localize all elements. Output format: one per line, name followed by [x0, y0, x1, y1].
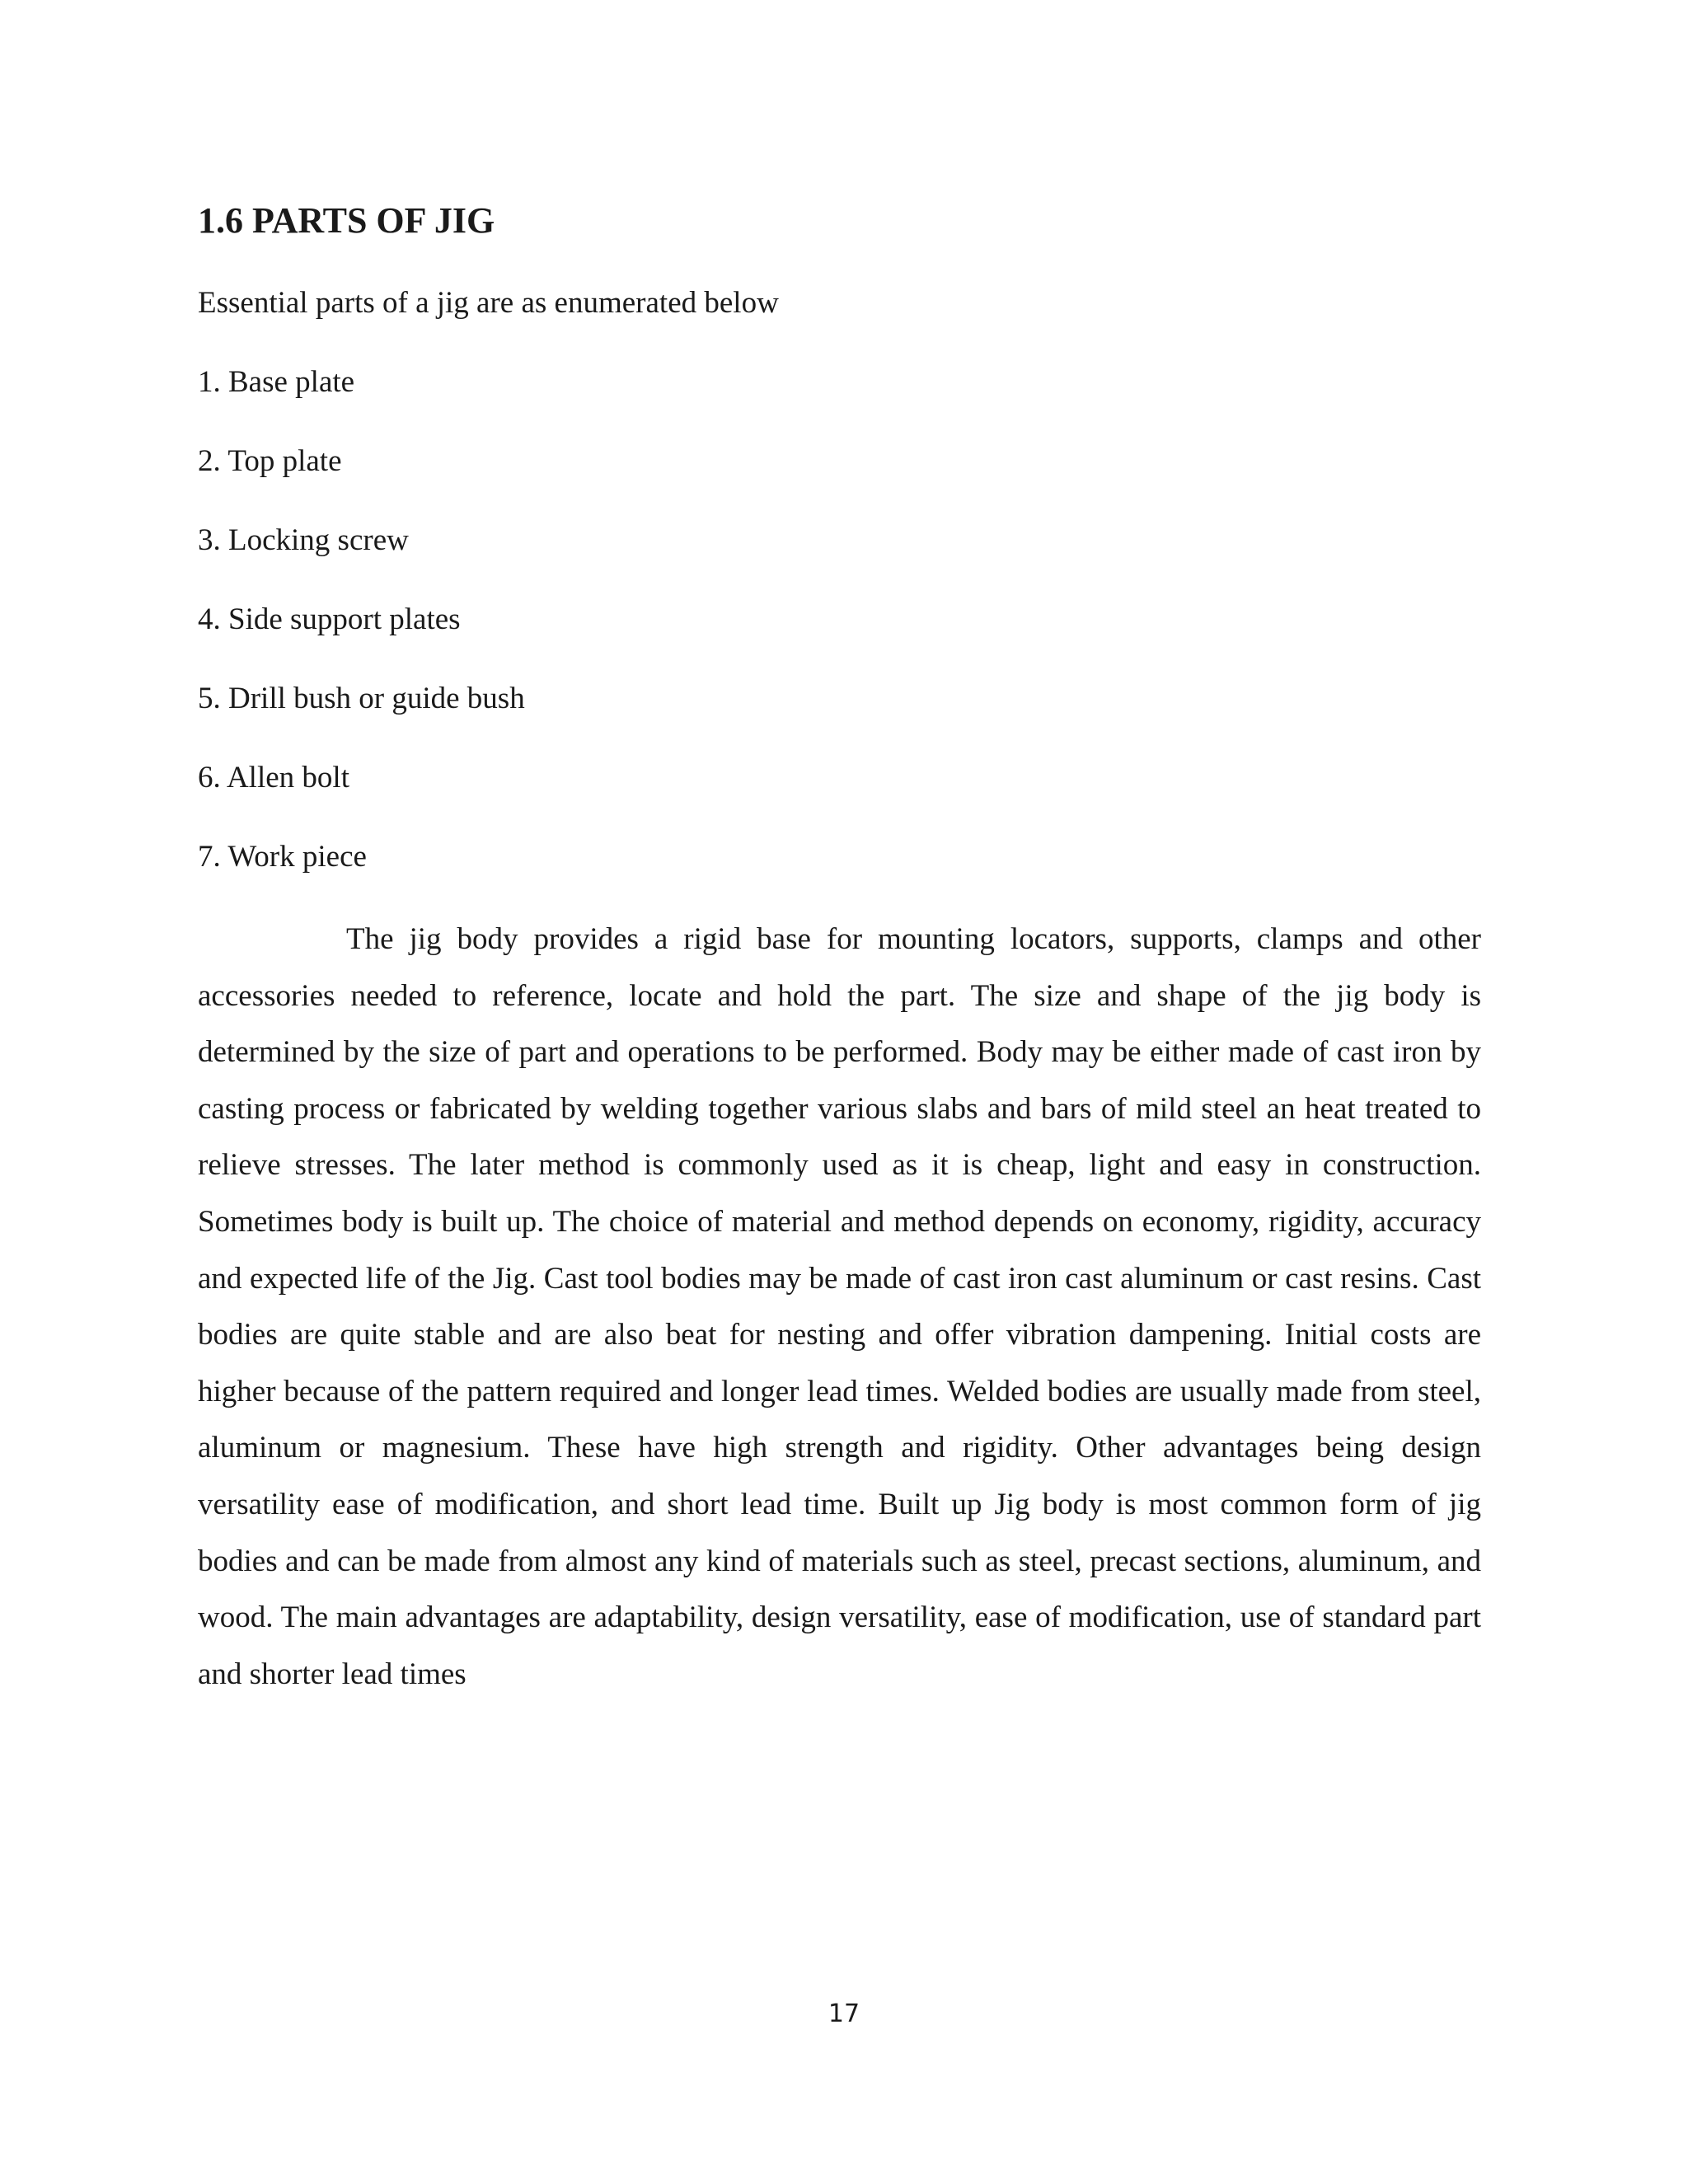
list-item: 5. Drill bush or guide bush — [198, 682, 525, 715]
list-item: 7. Work piece — [198, 840, 367, 874]
intro-text: Essential parts of a jig are as enumerated below — [198, 286, 779, 320]
list-item: 3. Locking screw — [198, 523, 409, 557]
parts-list — [198, 363, 525, 916]
list-item: 1. Base plate — [198, 365, 355, 399]
list-item: 2. Top plate — [198, 444, 342, 478]
body-paragraph: The jig body provides a rigid base for mounting locators, supports, clamps and other accessories needed to reference, locate and hold the part. The size and shape of the jig body is determined by the size of part and operations to be performed. Body may be either made of cast iron by casting process or fabricated by welding together various slabs and bars of mild steel an heat treated to relieve stresses. The later method is commonly used as it is cheap, light and easy in construction. Sometimes body is built up. The choice of material and method depends on economy, rigidity, accuracy and expected life of the Jig. Cast tool bodies may be made of cast iron cast aluminum or cast resins. Cast bodies are quite stable and are also beat for nesting and offer vibration dampening. Initial costs are higher because of the pattern required and longer lead times. Welded bodies are usually made from steel, aluminum or magnesium. These have high strength and rigidity. Other advantages being design versatility ease of modification, and short lead time. Built up Jig body is most common form of jig bodies and can be made from almost any kind of materials such as steel, precast sections, aluminum, and wood. The main advantages are adaptability, design versatility, ease of modification, use of standard part and shorter lead times — [198, 922, 1481, 1691]
list-item: 4. Side support plates — [198, 602, 461, 636]
page-number: 17 — [828, 1999, 860, 2028]
list-item: 6. Allen bolt — [198, 761, 349, 794]
section-heading: 1.6 PARTS OF JIG — [198, 200, 495, 241]
